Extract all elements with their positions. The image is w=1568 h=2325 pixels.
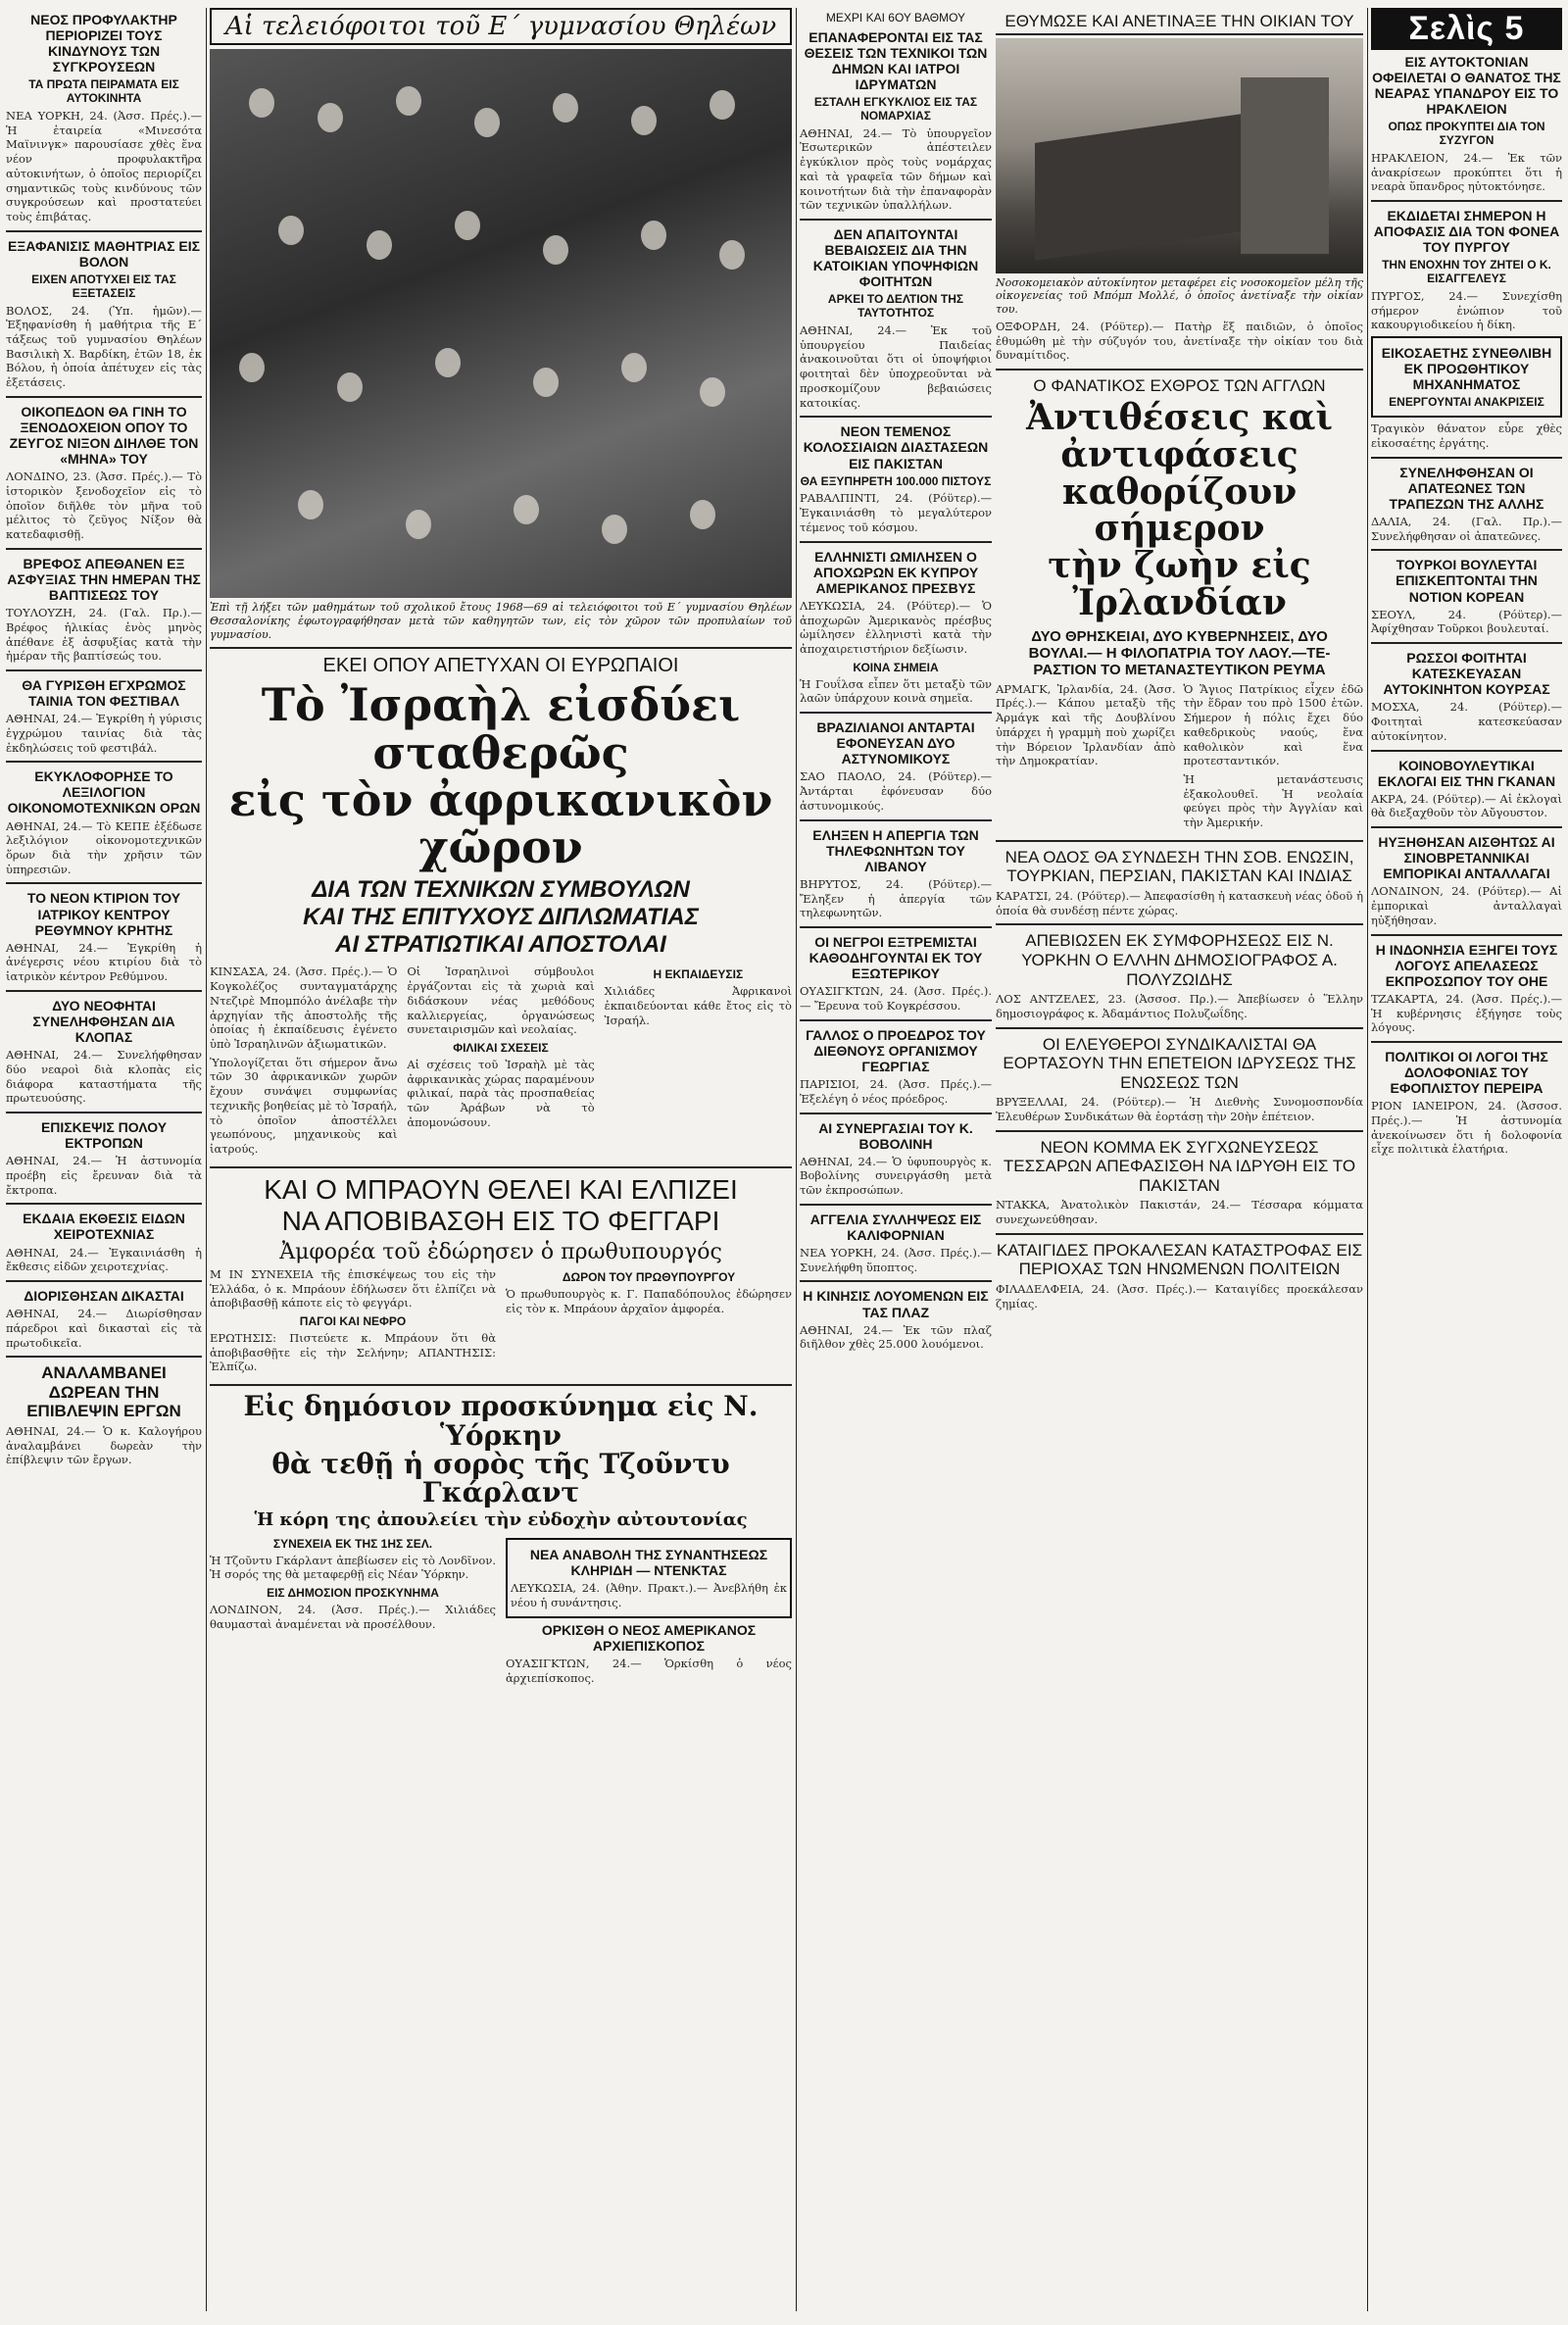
divider xyxy=(1371,1041,1562,1043)
subheadline: ΤΑ ΠΡΩΤΑ ΠΕΙΡΑΜΑΤΑ ΕΙΣ ΑΥΤΟΚΙΝΗΤΑ xyxy=(28,77,179,106)
article-text: Ὑπολογίζεται ὅτι σήμερον ἄνω τῶν 30 ἀφρικανικῶν χωρῶν ἔχουν συνάψει συμφωνίας τεχνικῆς βοηθείας μὲ τὸ Ἰσραήλ, τὸ ὁποῖον ἀποστέλλει γεωπόνους, μηχανικοὺς καὶ ἰατρούς. xyxy=(210,1055,398,1157)
section-subhead: ΣΥΝΕΧΕΙΑ ΕΚ ΤΗΣ 1ΗΣ ΣΕΛ. xyxy=(272,1536,433,1551)
main-headline: εἰς τὸν ἀφρικανικὸν χῶρον xyxy=(228,772,773,874)
article-text: ΛΟΝΔΙΝΟΝ, 24. (Ἀσσ. Πρές.).— Χιλιάδες θαυμασταὶ ἀναμένεται νὰ προσέλθουν. xyxy=(210,1603,496,1631)
article-text: ΑΘΗΝΑΙ, 24.— Ὁ ὑφυπουργὸς κ. Βοβολίνης συνειργάσθη μετὰ τῶν ἐκπροσώπων. xyxy=(800,1154,992,1198)
article-text: ΑΘΗΝΑΙ, 24.— Τὸ ὑπουργεῖον Ἐσωτερικῶν ἀπέστειλεν ἐγκύκλιον πρὸς τοὺς νομάρχας καὶ τὰ γραφεῖα τῶν δήμων καὶ κοινοτήτων διὰ τὴν ἐπαναφορὰν τῶν τεχνικῶν ὑπαλλήλων. xyxy=(800,125,992,213)
article-text: ΒΡΥΞΕΛΛΑΙ, 24. (Ρόϋτερ).— Ἡ Διεθνὴς Συνομοσπονδία Ἐλευθέρων Συνδικάτων θὰ ἑορτάσῃ τὴν 20ὴν ἐπέτειον. xyxy=(996,1095,1363,1123)
divider xyxy=(6,548,202,550)
photo-shape xyxy=(1241,77,1329,254)
article-text: ΛΟΣ ΑΝΤΖΕΛΕΣ, 23. (Ἀσσοσ. Πρ.).— Ἀπεβίωσεν ὁ Ἕλλην δημοσιογράφος κ. Ἀδαμάντιος Πολυζωΐδης. xyxy=(996,992,1363,1020)
column-rule xyxy=(796,8,797,2311)
text-column xyxy=(210,965,397,1160)
column-2 xyxy=(210,8,792,1690)
headline-deck: Ἀμφορέα τοῦ ἐδώρησεν ὁ πρωθυπουργός xyxy=(279,1239,722,1264)
section-subhead: ΠΑΓΟΙ ΚΑΙ ΝΕΦΡΟ xyxy=(299,1314,407,1329)
headline: ΕΙΣ ΑΥΤΟΚΤΟΝΙΑΝ ΟΦΕΙΛΕΤΑΙ Ο ΘΑΝΑΤΟΣ ΤΗΣ ΝΕΑΡΑΣ ΥΠΑΝΔΡΟΥ ΕΙΣ ΤΟ ΗΡΑΚΛΕΙΟΝ xyxy=(1372,54,1561,118)
divider xyxy=(6,396,202,398)
divider xyxy=(6,669,202,671)
article-text: Ὁ πρωθυπουργὸς κ. Γ. Παπαδόπουλος ἐδώρησεν εἰς τὸν κ. Μπράουν ἀρχαῖον ἀμφορέα. xyxy=(506,1286,792,1315)
divider xyxy=(210,1166,792,1168)
headline: Η ΚΙΝΗΣΙΣ ΛΟΥΟΜΕΝΩΝ ΕΙΣ ΤΑΣ ΠΛΑΖ xyxy=(803,1288,989,1320)
headline: ΝΕΑ ΟΔΟΣ ΘΑ ΣΥΝΔΕΣΗ ΤΗΝ ΣΟΒ. ΕΝΩΣΙΝ, ΤΟΥΡΚΙΑΝ, ΠΕΡΣΙΑΝ, ΠΑΚΙΣΤΑΝ ΚΑΙ ΙΝΔΙΑΣ xyxy=(1004,847,1354,886)
deck: ΑΙ ΣΤΡΑΤΙΩΤΙΚΑΙ ΑΠΟΣΤΟΛΑΙ xyxy=(335,931,666,959)
headline: ΕΛΗΞΕΝ Η ΑΠΕΡΓΙΑ ΤΩΝ ΤΗΛΕΦΩΝΗΤΩΝ ΤΟΥ ΛΙΒΑΝΟΥ xyxy=(812,826,979,874)
article-columns xyxy=(210,1534,792,1690)
divider xyxy=(800,541,992,543)
headline-brown: ΚΑΙ Ο ΜΠΡΑΟΥΝ ΘΕΛΕΙ ΚΑΙ ΕΛΠΙΖΕΙ xyxy=(264,1173,738,1205)
article-text: ΑΘΗΝΑΙ, 24.— Ἐκ τοῦ ὑπουργείου Παιδείας ἀνακοινοῦται ὅτι οἱ ὑποψήφιοι φοιτηταὶ δὲν ὑποχρεοῦνται νὰ προσκομίζουν βεβαιώσεις κατοικίας. xyxy=(800,323,992,410)
photo-figure xyxy=(239,353,265,382)
section-subhead: Η ΕΚΠΑΙΔΕΥΣΙΣ xyxy=(653,967,744,982)
divider xyxy=(6,1280,202,1282)
divider xyxy=(6,1356,202,1358)
column-rule xyxy=(206,8,207,2311)
article-text: ΒΟΛΟΣ, 24. (Ὑπ. ἡμῶν).— Ἐξηφανίσθη ἡ μαθήτρια τῆς Ε΄ τάξεως τοῦ γυμνασίου Θηλέων Βασιλικὴ Χ. Βαρδίκη, ἐτῶν 18, ἐκ Βόλου, ἡ ὁποία ἀπέτυχεν εἰς τὰς ἐξετάσεις. xyxy=(6,303,202,390)
headline: ΣΥΝΕΛΗΦΘΗΣΑΝ ΟΙ ΑΠΑΤΕΩΝΕΣ ΤΩΝ ΤΡΑΠΕΖΩΝ ΤΗΣ ΑΛΛΗΣ xyxy=(1389,464,1544,512)
article-text: Ἡ Τζοῦντυ Γκάρλαντ ἀπεβίωσεν εἰς τὸ Λονδῖνον. Ἡ σορός της θὰ μεταφερθῇ εἰς Νέαν Ὑόρκην. xyxy=(210,1553,496,1582)
divider xyxy=(6,230,202,232)
article-text: ΟΥΑΣΙΓΚΤΩΝ, 24. (Ἀσσ. Πρές.).— Ἔρευνα τοῦ Κογκρέσσου. xyxy=(800,984,992,1014)
page-logo: Σελὶς 5 xyxy=(1371,8,1562,50)
article-text: ΠΥΡΓΟΣ, 24.— Συνεχίσθη σήμερον ἐνώπιον τοῦ κακουργιοδικείου ἡ δίκη. xyxy=(1371,289,1562,332)
subheadline: ΕΙΧΕΝ ΑΠΟΤΥΧΕΙ ΕΙΣ ΤΑΣ ΕΞΕΤΑΣΕΙΣ xyxy=(31,272,176,300)
photo-figure xyxy=(455,211,480,240)
headline: ΕΛΛΗΝΙΣΤΙ ΩΜΙΛΗΣΕΝ Ο ΑΠΟΧΩΡΩΝ ΕΚ ΚΥΠΡΟΥ ΑΜΕΡΙΚΑΝΟΣ ΠΡΕΣΒΥΣ xyxy=(812,548,979,596)
kicker: ΕΚΕΙ ΟΠΟΥ ΑΠΕΤΥΧΑΝ ΟΙ ΕΥΡΩΠΑΙΟΙ xyxy=(322,655,679,677)
divider xyxy=(996,1130,1363,1132)
article-text: ΑΘΗΝΑΙ, 24.— Διωρίσθησαν πάρεδροι καὶ δικασταὶ εἰς τὰ πρωτοδικεῖα. xyxy=(6,1307,202,1350)
article-text: ΡΙΟΝ ΙΑΝΕΙΡΟΝ, 24. (Ἀσσοσ. Πρές.).— Ἡ ἀστυνομία ἀνεκοίνωσεν ὅτι ἡ δολοφονία εἶχε πολιτικὰ ἐλατήρια. xyxy=(1371,1099,1562,1157)
subheadline: ΟΠΩΣ ΠΡΟΚΥΠΤΕΙ ΔΙΑ ΤΟΝ ΣΥΖΥΓΟΝ xyxy=(1388,120,1545,148)
divider xyxy=(1371,826,1562,828)
headline: ΚΑΤΑΙΓΙΔΕΣ ΠΡΟΚΑΛΕΣΑΝ ΚΑΤΑΣΤΡΟΦΑΣ ΕΙΣ ΠΕΡΙΟΧΑΣ ΤΩΝ ΗΝΩΜΕΝΩΝ ΠΟΛΙΤΕΙΩΝ xyxy=(996,1240,1363,1279)
article-text: ΡΑΒΑΛΠΙΝΤΙ, 24. (Ρόϋτερ).— Ἐγκαινιάσθη τὸ μεγαλύτερον τέμενος τοῦ κόσμου. xyxy=(800,491,992,534)
divider xyxy=(800,1019,992,1021)
article-text: ΒΗΡΥΤΟΣ, 24. (Ρόϋτερ).— Ἔληξεν ἡ ἀπεργία τῶν τηλεφωνητῶν. xyxy=(800,876,992,920)
house-photo xyxy=(996,38,1363,273)
photo-caption: Ἐπὶ τῇ λήξει τῶν μαθημάτων τοῦ σχολικοῦ ἔτους 1968—69 αἱ τελειόφοιτοι τοῦ Ε΄ γυμνασίου Θηλέων Θεσσαλονίκης ἐφωτογραφήθησαν μετὰ τῶν καθηγητῶν των, εἰς τὸν χῶρον τῶν προπυλαίων τοῦ γυμνασίου. xyxy=(210,601,792,641)
article-text: ΟΥΑΣΙΓΚΤΩΝ, 24.— Ὁρκίσθη ὁ νέος ἀρχιεπίσκοπος. xyxy=(506,1657,792,1686)
photo-figure xyxy=(719,240,745,270)
article-text: ΣΑΟ ΠΑΟΛΟ, 24. (Ρόϋτερ).— Ἀντάρται ἐφόνευσαν δύο ἀστυνομικούς. xyxy=(800,769,992,813)
divider xyxy=(1371,200,1562,202)
headline: ΕΠΑΝΑΦΕΡΟΝΤΑΙ ΕΙΣ ΤΑΣ ΘΕΣΕΙΣ ΤΩΝ ΤΕΧΝΙΚΟΙ ΤΩΝ ΔΗΜΩΝ ΚΑΙ ΙΑΤΡΟΙ ΙΔΡΥΜΑΤΩΝ xyxy=(804,28,988,93)
subheadline: ΤΗΝ ΕΝΟΧΗΝ ΤΟΥ ΖΗΤΕΙ Ο Κ. ΕΙΣΑΓΓΕΛΕΥΣ xyxy=(1382,258,1551,286)
article-text: ΔΑΛΙΑ, 24. (Γαλ. Πρ.).— Συνελήφθησαν οἱ ἀπατεῶνες. xyxy=(1371,514,1562,543)
article-text: ΛΟΝΔΙΝΟ, 23. (Ἀσσ. Πρές.).— Τὸ ἱστορικὸν ξενοδοχεῖον εἰς τὸ ὁποῖον διῆλθε τὸν μῆνα τοῦ μέλιτος τὸ ζεῦγος Νίξον θὰ κατεδαφισθῇ. xyxy=(6,470,202,542)
headline: ΑΓΓΕΛΙΑ ΣΥΛΛΗΨΕΩΣ ΕΙΣ ΚΑΛΙΦΟΡΝΙΑΝ xyxy=(809,1211,982,1243)
text-column xyxy=(1184,682,1364,834)
headline: ΘΑ ΓΥΡΙΣΘΗ ΕΓΧΡΩΜΟΣ ΤΑΙΝΙΑ ΤΟΝ ΦΕΣΤΙΒΑΛ xyxy=(22,676,186,710)
headline: ΟΙ ΕΛΕΥΘΕΡΟΙ ΣΥΝΔΙΚΑΛΙΣΤΑΙ ΘΑ ΕΟΡΤΑΣΟΥΝ ΤΗΝ ΕΠΕΤΕΙΟΝ ΙΔΡΥΣΕΩΣ ΤΗΣ ΕΝΩΣΕΩΣ ΤΩΝ xyxy=(1003,1034,1356,1092)
divider xyxy=(6,761,202,763)
headline-garland: θὰ τεθῇ ἡ σορὸς τῆς Τζοῦντυ Γκάρλαντ xyxy=(271,1447,730,1509)
divider xyxy=(800,416,992,418)
article-text: Ἡ μετανάστευσις ἐξακολουθεῖ. Ἡ νεολαία φεύγει πρὸς τὴν Ἀγγλίαν καὶ τὴν Ἀμερικήν. xyxy=(1183,772,1363,830)
photo-figure xyxy=(553,93,578,123)
photo-figure xyxy=(396,86,421,116)
subheadline: ΘΑ ΕΞΥΠΗΡΕΤΗ 100.000 ΠΙΣΤΟΥΣ xyxy=(800,473,992,488)
photo-figure xyxy=(278,216,304,245)
article-text: Χιλιάδες Ἀφρικανοὶ ἐκπαιδεύονται κάθε ἔτος εἰς τὸ Ἰσραήλ. xyxy=(604,984,792,1027)
section-subhead: ΔΩΡΟΝ ΤΟΥ ΠΡΩΘΥΠΟΥΡΓΟΥ xyxy=(562,1269,736,1284)
column-rule xyxy=(1367,8,1368,2311)
headline-garland: Εἰς δημόσιον προσκύνημα εἰς Ν. Ὑόρκην xyxy=(243,1390,759,1452)
class-photo xyxy=(210,49,792,598)
photo-figure xyxy=(602,515,627,544)
divider xyxy=(800,712,992,714)
article-text: ΑΘΗΝΑΙ, 24.— Ἐκ τῶν πλαζ διῆλθον χθὲς 25.000 λουόμενοι. xyxy=(800,1322,992,1352)
boxed-item xyxy=(1371,336,1562,418)
photo-figure xyxy=(435,348,461,377)
article-text: Ἡ Γουΐλσα εἶπεν ὅτι μεταξὺ τῶν λαῶν ὑπάρχουν κοινὰ σημεῖα. xyxy=(800,676,992,706)
photo-banner-title: Αἱ τελειόφοιτοι τοῦ Ε΄ γυμνασίου Θηλέων xyxy=(210,8,792,45)
text-column xyxy=(210,1534,496,1690)
section-subhead: ΦΙΛΙΚΑΙ ΣΧΕΣΕΙΣ xyxy=(453,1041,549,1056)
headline: ΕΚΥΚΛΟΦΟΡΗΣΕ ΤΟ ΛΕΞΙΛΟΓΙΟΝ ΟΙΚΟΝΟΜΟΤΕΧΝΙΚΩΝ ΟΡΩΝ xyxy=(7,768,201,816)
headline: ΟΡΚΙΣΘΗ Ο ΝΕΟΣ ΑΜΕΡΙΚΑΝΟΣ ΑΡΧΙΕΠΙΣΚΟΠΟΣ xyxy=(541,1622,757,1655)
divider xyxy=(210,1384,792,1386)
photo-figure xyxy=(533,368,559,397)
text-column xyxy=(996,682,1176,834)
headline: ΕΚΔΑΙΑ ΕΚΘΕΣΙΣ ΕΙΔΩΝ ΧΕΙΡΟΤΕΧΝΙΑΣ xyxy=(23,1211,185,1243)
article-text: ΝΕΑ ΥΟΡΚΗ, 24. (Ἀσσ. Πρές.).— Συνελήφθη ὕποπτος. xyxy=(800,1246,992,1274)
divider xyxy=(6,1203,202,1205)
article-text: ΜΟΣΧΑ, 24. (Ρόϋτερ).— Φοιτηταὶ κατεσκεύασαν αὐτοκίνητον. xyxy=(1371,700,1562,743)
text-column xyxy=(506,1534,792,1690)
headline: ΓΑΛΛΟΣ Ο ΠΡΟΕΔΡΟΣ ΤΟΥ ΔΙΕΘΝΟΥΣ ΟΡΓΑΝΙΣΜΟΥ ΓΕΩΡΓΙΑΣ xyxy=(806,1026,986,1074)
article-text: Οἱ Ἰσραηλινοὶ σύμβουλοι ἐργάζονται εἰς τὰ χωριὰ καὶ διδάσκουν νέας μεθόδους καλλιεργείας, ὀργανώσεως συνεταιρισμῶν καὶ νεολαίας. xyxy=(407,965,595,1037)
article-columns xyxy=(210,1267,792,1378)
headline: ΝΕΟΝ ΤΕΜΕΝΟΣ ΚΟΛΟΣΣΙΑΙΩΝ ΔΙΑΣΤΑΣΕΩΝ ΕΙΣ ΠΑΚΙΣΤΑΝ xyxy=(803,423,989,471)
headline: Η ΙΝΔΟΝΗΣΙΑ ΕΞΗΓΕΙ ΤΟΥΣ ΛΟΓΟΥΣ ΑΠΕΛΑΣΕΩΣ ΕΚΠΡΟΣΩΠΟΥ ΤΟΥ ΟΗΕ xyxy=(1375,941,1558,989)
main-headline: τὴν ζωὴν εἰς Ἰρλανδίαν xyxy=(1048,545,1311,623)
divider xyxy=(1371,934,1562,936)
column-4 xyxy=(996,8,1363,1314)
headline: ΤΟ ΝΕΟΝ ΚΤΙΡΙΟΝ ΤΟΥ ΙΑΤΡΙΚΟΥ ΚΕΝΤΡΟΥ ΡΕΘΥΜΝΟΥ ΚΡΗΤΗΣ xyxy=(26,890,181,938)
photo-figure xyxy=(318,103,343,132)
photo-figure xyxy=(298,490,323,519)
headline: ΒΡΑΖΙΛΙΑΝΟΙ ΑΝΤΑΡΤΑΙ ΕΦΟΝΕΥΣΑΝ ΔΥΟ ΑΣΤΥΝΟΜΙΚΟΥΣ xyxy=(816,719,975,767)
divider xyxy=(6,990,202,992)
divider xyxy=(210,647,792,649)
article-text: ΤΖΑΚΑΡΤΑ, 24. (Ἀσσ. Πρές.).— Ἡ κυβέρνησις ἐξήγησε τοὺς λόγους. xyxy=(1371,991,1562,1035)
article-text: ΝΤΑΚΚΑ, Ἀνατολικὸν Πακιστάν, 24.— Τέσσαρα κόμματα συνεχωνεύθησαν. xyxy=(996,1198,1363,1226)
divider xyxy=(6,1112,202,1113)
subheadline: ΕΣΤΑΛΗ ΕΓΚΥΚΛΙΟΣ ΕΙΣ ΤΑΣ ΝΟΜΑΡΧΙΑΣ xyxy=(813,95,978,123)
photo-figure xyxy=(631,106,657,135)
divider xyxy=(996,1027,1363,1029)
article-text: ΚΙΝΣΑΣΑ, 24. (Ἀσσ. Πρές.).— Ὁ Κογκολέζος συνταγματάρχης Ντεζιρὲ Μπομπόλο ἀνέλαβε τὴν ἀρχηγίαν τῆς ἀποστολῆς τῆς ὁποίας ἡ ἐκπαίδευσις ἐγένετο ὑπὸ Ἰσραηλινῶν ἀξιωματικῶν. xyxy=(210,965,398,1052)
deck: ΔΥΟ ΘΡΗΣΚΕΙΑΙ, ΔΥΟ ΚΥΒΕΡΝΗΣΕΙΣ, ΔΥΟ xyxy=(1031,627,1328,645)
headline: ΔΕΝ ΑΠΑΙΤΟΥΝΤΑΙ ΒΕΒΑΙΩΣΕΙΣ ΔΙΑ ΤΗΝ ΚΑΤΟΙΚΙΑΝ ΥΠΟΨΗΦΙΩΝ ΦΟΙΤΗΤΩΝ xyxy=(812,226,979,290)
divider xyxy=(800,219,992,221)
headline: ΟΙ ΝΕΓΡΟΙ ΕΞΤΡΕΜΙΣΤΑΙ ΚΑΘΟΔΗΓΟΥΝΤΑΙ ΕΚ ΤΟΥ ΕΞΩΤΕΡΙΚΟΥ xyxy=(808,934,983,982)
headline: ΟΙΚΟΠΕΔΟΝ ΘΑ ΓΙΝΗ ΤΟ ΞΕΝΟΔΟΧΕΙΟΝ ΟΠΟΥ ΤΟ ΖΕΥΓΟΣ ΝΙΞΟΝ ΔΙΗΛΘΕ ΤΟΝ «ΜΗΝΑ» ΤΟΥ xyxy=(9,403,199,468)
divider xyxy=(1371,642,1562,644)
divider xyxy=(996,840,1363,842)
main-headline: Τὸ Ἰσραὴλ εἰσδύει σταθερῶς xyxy=(261,678,741,779)
divider xyxy=(800,1113,992,1114)
headline-deck: Ἡ κόρη της ἀπουλείει τὴν εὐδοχὴν αὐτουτονίας xyxy=(254,1509,748,1530)
photo-figure xyxy=(406,510,431,539)
kicker: Ο ΦΑΝΑΤΙΚΟΣ ΕΧΘΡΟΣ ΤΩΝ ΑΓΓΛΩΝ xyxy=(1033,375,1326,395)
boxed-item xyxy=(506,1538,792,1619)
article-text: ΑΘΗΝΑΙ, 24.— Ἡ ἀστυνομία προέβη εἰς ἔρευναν διὰ τὰ ἔκτροπα. xyxy=(6,1154,202,1197)
divider xyxy=(800,819,992,821)
divider xyxy=(800,1204,992,1206)
headline: ΕΙΚΟΣΑΕΤΗΣ ΣΥΝΕΘΛΙΒΗ ΕΚ ΠΡΟΩΘΗΤΙΚΟΥ ΜΗΧΑΝΗΜΑΤΟΣ xyxy=(1381,345,1552,393)
photo-figure xyxy=(690,500,715,529)
headline: ΠΟΛΙΤΙΚΟΙ ΟΙ ΛΟΓΟΙ ΤΗΣ ΔΟΛΟΦΟΝΙΑΣ ΤΟΥ ΕΦΟΠΛΙΣΤΟΥ ΠΕΡΕΙΡΑ xyxy=(1385,1049,1548,1097)
photo-figure xyxy=(621,353,647,382)
article-text: ΛΕΥΚΩΣΙΑ, 24. (Ρόϋτερ).— Ὁ ἀποχωρῶν Ἀμερικανὸς πρέσβυς ὡμίλησεν ἑλληνιστὶ κατὰ τὴν ἀποχαιρετιστήριον δεξίωσιν. xyxy=(800,598,992,657)
photo-figure xyxy=(367,230,392,260)
headline: ΒΡΕΦΟΣ ΑΠΕΘΑΝΕΝ ΕΞ ΑΣΦΥΞΙΑΣ ΤΗΝ ΗΜΕΡΑΝ ΤΗΣ ΒΑΠΤΙΣΕΩΣ ΤΟΥ xyxy=(7,555,201,603)
article-text: ΑΚΡΑ, 24. (Ρόϋτερ).— Αἱ ἐκλογαὶ θὰ διεξαχθοῦν τὸν Αὔγουστον. xyxy=(1371,791,1562,820)
headline: ΝΕΟΣ ΠΡΟΦΥΛΑΚΤΗΡ ΠΕΡΙΟΡΙΖΕΙ ΤΟΥΣ ΚΙΝΔΥΝΟΥΣ ΤΩΝ ΣΥΓΚΡΟΥΣΕΩΝ xyxy=(30,12,177,75)
article-columns xyxy=(996,682,1363,834)
text-column xyxy=(210,1267,496,1378)
text-column xyxy=(605,965,792,1160)
article-text: Μ ΙΝ ΣΥΝΕΧΕΙΑ τῆς ἐπισκέψεως του εἰς τὴν Ἑλλάδα, ὁ κ. Μπράουν ἐδήλωσεν ὅτι ἐλπίζει νὰ ἀποβιβασθῇ κάποτε εἰς τὸ φεγγάρι. xyxy=(210,1266,496,1311)
photo-figure xyxy=(641,221,666,250)
headline: ΚΟΙΝΟΒΟΥΛΕΥΤΙΚΑΙ ΕΚΛΟΓΑΙ ΕΙΣ ΤΗΝ ΓΚΑΝΑΝ xyxy=(1377,757,1556,789)
article-text: ΑΘΗΝΑΙ, 24.— Ἐγκρίθη ἡ ἀνέγερσις νέου κτιρίου διὰ τὸ ἰατρικὸν κέντρον Ρεθύμνου. xyxy=(6,940,202,984)
photo-figure xyxy=(474,108,500,137)
main-headline: Ἀντιθέσεις καὶ ἀντιφάσεις xyxy=(1026,396,1333,475)
headline: ΝΕΑ ΑΝΑΒΟΛΗ ΤΗΣ ΣΥΝΑΝΤΗΣΕΩΣ ΚΛΗΡΙΔΗ — ΝΤΕΝΚΤΑΣ xyxy=(529,1546,768,1578)
headline: ΗΥΞΗΘΗΣΑΝ ΑΙΣΘΗΤΩΣ ΑΙ ΣΙΝΟΒΡΕΤΑΝΝΙΚΑΙ ΕΜΠΟΡΙΚΑΙ ΑΝΤΑΛΛΑΓΑΙ xyxy=(1378,834,1555,882)
article-text: ΑΘΗΝΑΙ, 24.— Συνελήφθησαν δύο νεαροὶ διὰ κλοπὰς εἰς διάφορα καταστήματα τῆς πρωτευούσης. xyxy=(6,1048,202,1106)
main-headline: καθορίζουν σήμερον xyxy=(1061,470,1298,550)
column-1 xyxy=(6,8,202,1471)
headline: ΤΟΥΡΚΟΙ ΒΟΥΛΕΥΤΑΙ ΕΠΙΣΚΕΠΤΟΝΤΑΙ ΤΗΝ ΝΟΤΙΟΝ ΚΟΡΕΑΝ xyxy=(1396,557,1538,605)
article-text: ΚΑΡΑΤΣΙ, 24. (Ρόϋτερ).— Ἀπεφασίσθη ἡ κατασκευὴ νέας ὁδοῦ ἡ ὁποία θὰ συνδέσῃ πέντε χώρας. xyxy=(996,889,1363,917)
headline: ΡΩΣΣΟΙ ΦΟΙΤΗΤΑΙ ΚΑΤΕΣΚΕΥΑΣΑΝ ΑΥΤΟΚΙΝΗΤΟΝ ΚΟΥΡΣΑΣ xyxy=(1383,650,1550,698)
article-text: ΦΙΛΑΔΕΛΦΕΙΑ, 24. (Ἀσσ. Πρές.).— Καταιγίδες προεκάλεσαν ζημίας. xyxy=(996,1281,1363,1311)
article-text: ΑΘΗΝΑΙ, 24.— Τὸ ΚΕΠΕ ἐξέδωσε λεξιλόγιον οἰκονομοτεχνικῶν ὅρων διὰ τὴν χρῆσιν τῶν ὑπηρεσιῶν. xyxy=(6,818,202,876)
headline-brown: ΝΑ ΑΠΟΒΙΒΑΣΘΗ ΕΙΣ ΤΟ ΦΕΓΓΑΡΙ xyxy=(281,1205,720,1236)
divider xyxy=(996,1233,1363,1235)
article-text: ΟΞΦΟΡΔΗ, 24. (Ρόϋτερ).— Πατὴρ ἕξ παιδιῶν, ὁ ὁποῖος ἐθυμώθη μὲ τὴν σύζυγόν του, ἀνετίναξε τὴν οἰκίαν του διὰ δυναμίτιδος. xyxy=(996,319,1363,363)
column-3 xyxy=(800,8,992,1356)
text-column xyxy=(407,965,594,1160)
deck: ΚΑΙ ΤΗΣ ΕΠΙΤΥΧΟΥΣ ΔΙΠΛΩΜΑΤΙΑΣ xyxy=(303,904,699,931)
headline: ΑΠΕΒΙΩΣΕΝ ΕΚ ΣΥΜΦΟΡΗΣΕΩΣ ΕΙΣ Ν. ΥΟΡΚΗΝ Ο ΕΛΛΗΝ ΔΗΜΟΣΙΟΓΡΑΦΟΣ Α. ΠΟΛΥΖΩΙΔΗΣ xyxy=(1021,931,1338,989)
divider xyxy=(1371,750,1562,752)
article-text: ΑΡΜΑΓΚ, Ἰρλανδία, 24. (Ἀσσ. Πρές.).— Κάπου μεταξὺ τῆς Ἀρμάγκ καὶ τῆς Δουβλίνου ὑπάρχει ἡ γραμμὴ ποὺ χωρίζει τὴν Βόρειον Ἰρλανδίαν ἀπὸ τὴν Δημοκρατίαν. xyxy=(996,681,1176,768)
divider xyxy=(996,923,1363,925)
deck: ΡΑΣΤΙΟΝ ΤΟ ΜΕΤΑΝΑΣΤΕΥΤΙΚΟΝ ΡΕΥΜΑ xyxy=(1033,661,1326,678)
divider xyxy=(996,369,1363,371)
headline: ΑΝΑΛΑΜΒΑΝΕΙ ΔΩΡΕΑΝ ΤΗΝ ΕΠΙΒΛΕΨΙΝ ΕΡΓΩΝ xyxy=(26,1363,181,1421)
headline: ΕΠΙΣΚΕΨΙΣ ΠΟΛΟΥ ΕΚΤΡΟΠΩΝ xyxy=(40,1119,168,1152)
divider xyxy=(800,926,992,928)
headline: ΕΘΥΜΩΣΕ ΚΑΙ ΑΝΕΤΙΝΑΞΕ ΤΗΝ ΟΙΚΙΑΝ ΤΟΥ xyxy=(996,12,1363,35)
deck: ΔΙΑ ΤΩΝ ΤΕΧΝΙΚΩΝ ΣΥΜΒΟΥΛΩΝ xyxy=(312,876,690,904)
column-5 xyxy=(1371,8,1562,1161)
photo-shape xyxy=(1035,110,1270,261)
deck: ΒΟΥΛΑΙ.— Η ΦΙΛΟΠΑΤΡΙΑ ΤΟΥ ΛΑΟΥ.—ΤΕ- xyxy=(1028,644,1331,662)
article-text: Ὁ Ἅγιος Πατρίκιος εἶχεν ἐδῶ τὴν ἕδραν του πρὸ 1500 ἐτῶν. Σήμερον ἡ πόλις ἔχει δύο καθεδρικοὺς ναούς, ἕνα καθολικὸν καὶ ἕνα προτεσταντικόν. xyxy=(1183,681,1363,768)
article-columns xyxy=(210,965,792,1160)
divider xyxy=(1371,457,1562,459)
article-text: ΠΑΡΙΣΙΟΙ, 24. (Ἀσσ. Πρές.).— Ἐξελέγη ὁ νέος πρόεδρος. xyxy=(800,1077,992,1106)
photo-figure xyxy=(514,495,539,524)
article-text: Αἱ σχέσεις τοῦ Ἰσραὴλ μὲ τὰς ἀφρικανικὰς χώρας παραμένουν φιλικαί, παρὰ τὰς προσπαθείας τῶν Ἀράβων νὰ τὸ ἀπομονώσουν. xyxy=(407,1058,595,1129)
article-text: ΗΡΑΚΛΕΙΟΝ, 24.— Ἐκ τῶν ἀνακρίσεων προκύπτει ὅτι ἡ νεαρὰ ὕπανδρος ηὐτοκτόνησε. xyxy=(1371,150,1562,194)
article-text: ΑΘΗΝΑΙ, 24.— Ἐγκρίθη ἡ γύρισις ἐγχρώμου ταινίας διὰ τὰς ἐκδηλώσεις τοῦ φεστιβάλ. xyxy=(6,712,202,755)
article-text: ΑΘΗΝΑΙ, 24.— Ὁ κ. Καλογήρου ἀναλαμβάνει δωρεὰν τὴν ἐπίβλεψιν τῶν ἔργων. xyxy=(6,1423,202,1467)
photo-figure xyxy=(710,90,735,120)
photo-figure xyxy=(249,88,274,118)
headline: ΔΥΟ ΝΕΟΦΗΤΑΙ ΣΥΝΕΛΗΦΘΗΣΑΝ ΔΙΑ ΚΛΟΠΑΣ xyxy=(32,997,175,1046)
article-text: ΤΟΥΛΟΥΖΗ, 24. (Γαλ. Πρ.).— Βρέφος ἡλικίας ἑνὸς μηνὸς ἀπέθανε ἐξ ἀσφυξίας κατὰ τὴν ἡμέραν τῆς βαπτίσεώς του. xyxy=(6,606,202,664)
text-column xyxy=(506,1267,792,1378)
article-text: ΛΕΥΚΩΣΙΑ, 24. (Ἀθην. Πρακτ.).— Ἀνεβλήθη ἐκ νέου ἡ συνάντησις. xyxy=(511,1580,787,1609)
article-text: ΕΡΩΤΗΣΙΣ: Πιστεύετε κ. Μπράουν ὅτι θὰ ἀποβιβασθῇτε εἰς τὴν Σελήνην; ΑΠΑΝΤΗΣΙΣ: Ἐλπίζω. xyxy=(210,1331,496,1374)
subheadline: ΑΡΚΕΙ ΤΟ ΔΕΛΤΙΟΝ ΤΗΣ ΤΑΥΤΟΤΗΤΟΣ xyxy=(827,292,964,321)
divider xyxy=(1371,549,1562,551)
article-text: ΑΘΗΝΑΙ, 24.— Ἐγκαινιάσθη ἡ ἔκθεσις εἰδῶν χειροτεχνίας. xyxy=(6,1245,202,1274)
photo-figure xyxy=(700,377,725,407)
headline: ΔΙΟΡΙΣΘΗΣΑΝ ΔΙΚΑΣΤΑΙ xyxy=(24,1288,184,1304)
divider xyxy=(800,1280,992,1282)
headline: ΕΞΑΦΑΝΙΣΙΣ ΜΑΘΗΤΡΙΑΣ ΕΙΣ ΒΟΛΟΝ xyxy=(7,237,201,270)
headline: ΝΕΟΝ ΚΟΜΜΑ ΕΚ ΣΥΓΧΩΝΕΥΣΕΩΣ ΤΕΣΣΑΡΩΝ ΑΠΕΦΑΣΙΣΘΗ ΝΑ ΙΔΡΥΘΗ ΕΙΣ ΤΟ ΠΑΚΙΣΤΑΝ xyxy=(1003,1137,1356,1195)
kicker: ΜΕΧΡΙ ΚΑΙ 6ΟΥ ΒΑΘΜΟΥ xyxy=(825,11,966,25)
article-text: ΛΟΝΔΙΝΟΝ, 24. (Ρόϋτερ).— Αἱ ἐμπορικαὶ ἀνταλλαγαὶ ηὐξήθησαν. xyxy=(1371,884,1562,927)
section-subhead: ΕΙΣ ΔΗΜΟΣΙΟΝ ΠΡΟΣΚΥΝΗΜΑ xyxy=(267,1586,439,1601)
article-text: ΣΕΟΥΛ, 24. (Ρόϋτερ).— Ἀφίχθησαν Τοῦρκοι βουλευταί. xyxy=(1371,607,1562,636)
headline: ΑΙ ΣΥΝΕΡΓΑΣΙΑΙ ΤΟΥ Κ. ΒΟΒΟΛΙΝΗ xyxy=(818,1119,973,1152)
photo-figure xyxy=(543,235,568,265)
photo-caption: Νοσοκομειακὸν αὐτοκίνητον μεταφέρει εἰς νοσοκομεῖον μέλη τῆς οἰκογενείας τοῦ Μπόμπ Μολλέ, ὁ ὁποῖος ἀνετίναξε τὴν οἰκίαν του. xyxy=(996,275,1363,317)
article-text: ΝΕΑ ΥΟΡΚΗ, 24. (Ἀσσ. Πρές.).— Ἡ ἑταιρεία «Μινεσότα Μαϊνινγκ» παρουσίασε χθὲς ἕνα νέον προφυλακτῆρα αὐτοκινήτων, ὁ ὁποῖος περιορίζει σημαντικῶς τοὺς κινδύνους τῶν συγκρούσεων καὶ προστατεύει τοὺς ἐπιβάτας. xyxy=(6,108,202,223)
subheadline: ΕΝΕΡΓΟΥΝΤΑΙ ΑΝΑΚΡΙΣΕΙΣ xyxy=(1389,395,1544,410)
divider xyxy=(6,882,202,884)
section-subhead: ΚΟΙΝΑ ΣΗΜΕΙΑ xyxy=(853,660,939,674)
headline: ΕΚΔΙΔΕΤΑΙ ΣΗΜΕΡΟΝ Η ΑΠΟΦΑΣΙΣ ΔΙΑ ΤΟΝ ΦΟΝΕΑ ΤΟΥ ΠΥΡΓΟΥ xyxy=(1373,208,1560,256)
photo-figure xyxy=(337,372,363,402)
article-text: Τραγικὸν θάνατον εὗρε χθὲς εἰκοσαέτης ἐργάτης. xyxy=(1371,421,1562,450)
